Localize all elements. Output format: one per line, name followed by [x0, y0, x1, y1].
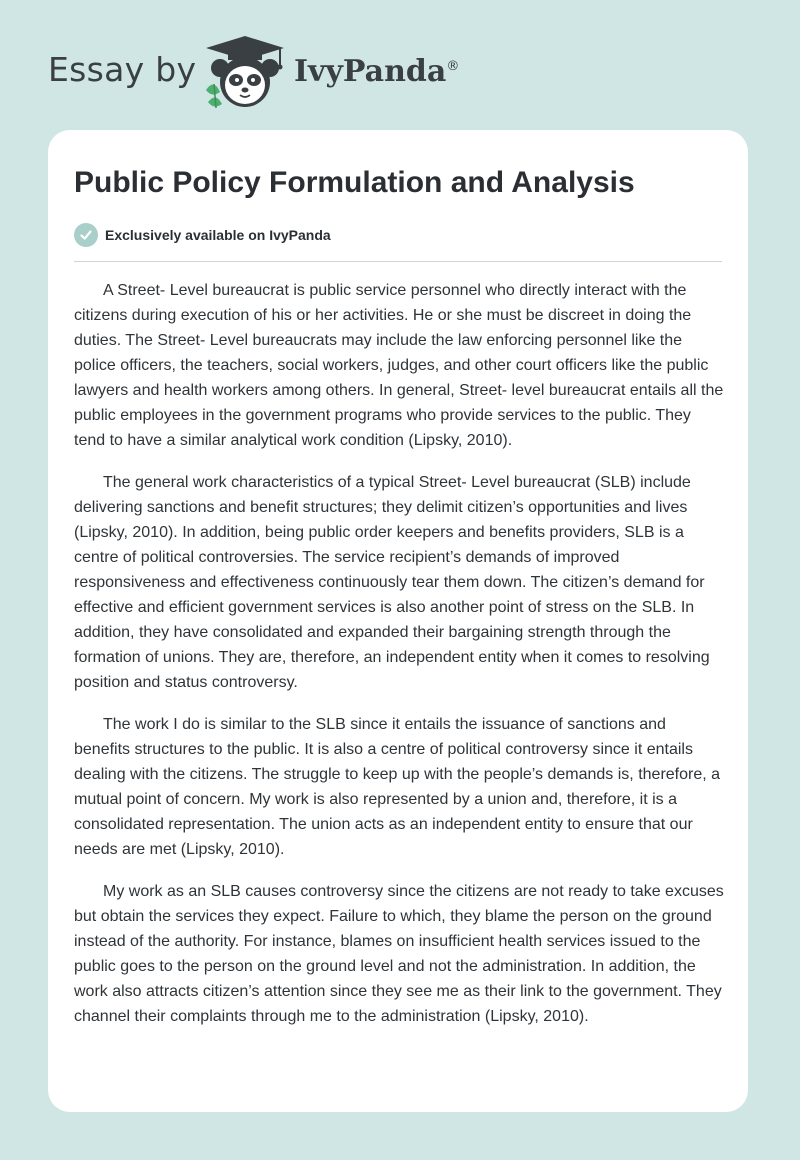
paragraph-4: My work as an SLB causes controversy since the citizens are not ready to take excuses but obtain the services they expect. Failure to which, they blame the person on the ground instead of the authority. For instance, blames on insufficient health services issued to the public goes to the person on the ground level and not the administration. In addition, the work also attracts citizen’s attention since they see me as their link to the government. They channel their complaints through me to the administration (Lipsky, 2010).: [74, 883, 724, 1025]
brand-text: IvyPanda: [294, 54, 447, 89]
exclusive-badge-text: Exclusively available on IvyPanda: [105, 227, 331, 243]
essay-title: Public Policy Formulation and Analysis: [74, 166, 635, 199]
essay-card: [48, 130, 748, 1112]
divider: [74, 261, 722, 262]
paragraph-1: A Street- Level bureaucrat is public service personnel who directly interact with the citizens during execution of his or her activities. He or she must be discreet in doing the duties. The Street- Level bureaucrats may include the law enforcing personnel like the police officers, the teachers, social workers, judges, and other court officers like the public lawyers and health workers among others. In general, Street- level bureaucrat entails all the public employees in the government programs who provide services to the public. They tend to have a similar analytical work condition (Lipsky, 2010).: [74, 282, 724, 449]
brand-name[interactable]: [294, 54, 459, 89]
essay-body: [74, 278, 724, 1046]
paragraph-2: The general work characteristics of a typical Street- Level bureaucrat (SLB) include delivering sanctions and benefit structures; they delimit citizen’s opportunities and lives (Lipsky, 2010). In addition, being public order keepers and benefits providers, SLB is a centre of political controversies. The service recipient’s demands of improved responsiveness and effectiveness continuously tear them down. The citizen’s demand for effective and efficient government services is also another point of stress on the SLB. In addition, they have consolidated and expanded their bargaining strength through the formation of unions. They are, therefore, an independent entity when it comes to resolving position and status controversy.: [74, 474, 710, 691]
exclusive-badge: [74, 223, 331, 247]
panda-graduate-icon[interactable]: [200, 34, 290, 110]
essay-by-label: Essay by: [48, 50, 197, 89]
paragraph-3: The work I do is similar to the SLB since it entails the issuance of sanctions and benefits structures to the public. It is also a centre of political controversy since it entails dealing with the citizens. The struggle to keep up with the people’s demands is, therefore, a mutual point of concern. My work is also represented by a union and, therefore, it is a consolidated representation. The union acts as an independent entity to ensure that our needs are met (Lipsky, 2010).: [74, 716, 721, 858]
trademark-symbol: ®: [446, 59, 460, 74]
check-icon: [74, 223, 98, 247]
site-header: [0, 0, 800, 130]
